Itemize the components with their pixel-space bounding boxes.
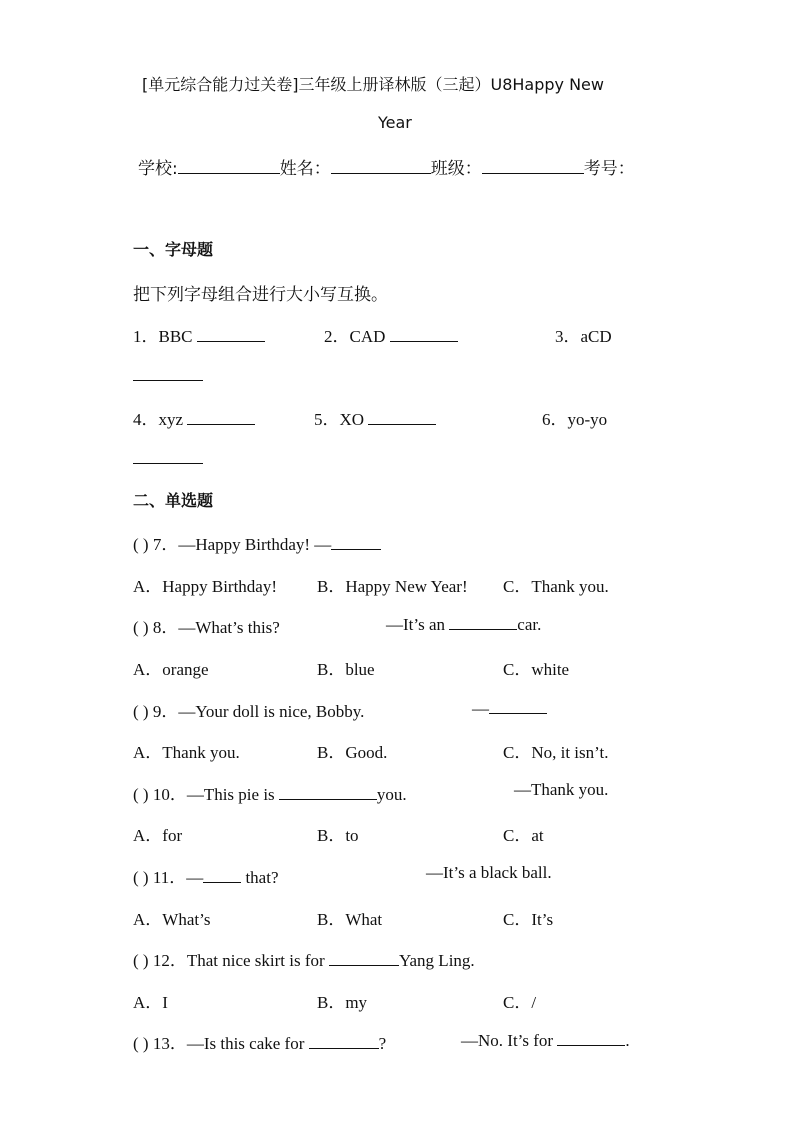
q8-option-a[interactable]: A．orange [133,660,209,679]
question-8-stem: ( ) 8．—What’s this? [133,618,280,637]
section1-instruction: 把下列字母组合进行大小写互换。 [133,285,388,305]
q12-option-a[interactable]: A．I [133,993,168,1012]
question-9-stem: ( ) 9．—Your doll is nice, Bobby. [133,702,365,721]
q10-option-b[interactable]: B．to [317,826,359,845]
letter-item-2: 2．CAD [324,322,458,347]
letter-item-3: 3．aCD [555,327,612,346]
q11-option-b[interactable]: B．What [317,910,383,929]
q10-option-c[interactable]: C．at [503,826,544,845]
question-13-reply: —No. It’s for . [461,1031,630,1050]
school-label: 学校: [138,159,178,179]
answer-blank[interactable] [449,613,517,630]
answer-blank[interactable] [331,533,381,550]
q9-option-b[interactable]: B．Good. [317,743,388,762]
answer-blank[interactable] [557,1029,625,1046]
student-info-row [138,154,635,179]
q11-option-a[interactable]: A．What’s [133,910,211,929]
q7-option-a[interactable]: A．Happy Birthday! [133,577,278,596]
q9-option-c[interactable]: C．No, it isn’t. [503,743,609,762]
letter-item-6: 6．yo-yo [542,410,608,429]
answer-blank-6[interactable] [133,463,203,464]
answer-blank-3[interactable] [133,380,203,381]
letter-item-1: 1．BBC [133,322,265,347]
answer-blank[interactable] [187,408,255,425]
q8-option-c[interactable]: C．white [503,660,570,679]
name-label: 姓名： [279,159,331,179]
section1-heading: 一、字母题 [133,240,214,259]
question-8-reply: —It’s an car. [386,615,542,634]
answer-blank[interactable] [309,1032,379,1049]
question-11-reply: —It’s a black ball. [426,863,552,882]
letter-item-4: 4．xyz [133,405,255,430]
q9-option-a[interactable]: A．Thank you. [133,743,240,762]
class-label: 班级： [430,159,482,179]
answer-blank[interactable] [329,949,399,966]
section2-heading: 二、单选题 [133,491,214,510]
question-10-reply: —Thank you. [514,780,609,799]
question-12-stem: ( ) 12．That nice skirt is for Yang Ling. [133,951,475,970]
answer-blank[interactable] [279,783,377,800]
q12-option-c[interactable]: C．/ [503,993,537,1012]
answer-blank[interactable] [368,408,436,425]
question-9-reply: — [472,697,547,719]
answer-blank[interactable] [489,697,547,714]
name-blank[interactable] [331,157,431,174]
exam-number-label: 考号： [583,159,635,179]
page-title-line2: Year [378,113,412,132]
q8-option-b[interactable]: B．blue [317,660,375,679]
answer-blank[interactable] [203,866,241,883]
question-11-stem: ( ) 11．— that? [133,868,279,887]
school-blank[interactable] [178,157,280,174]
q11-option-c[interactable]: C．It’s [503,910,554,929]
question-13-stem: ( ) 13．—Is this cake for ? [133,1034,387,1053]
class-blank[interactable] [482,157,584,174]
page-title-line1: [单元综合能力过关卷]三年级上册译林版（三起）U8Happy New [142,75,604,94]
answer-blank[interactable] [197,325,265,342]
question-10-stem: ( ) 10．—This pie is you. [133,785,407,804]
q12-option-b[interactable]: B．my [317,993,368,1012]
letter-item-5: 5．XO [314,405,436,430]
q10-option-a[interactable]: A．for [133,826,183,845]
answer-blank[interactable] [390,325,458,342]
q7-option-b[interactable]: B．Happy New Year! [317,577,468,596]
q7-option-c[interactable]: C．Thank you. [503,577,609,596]
question-7-stem: ( ) 7．—Happy Birthday! — [133,530,381,555]
